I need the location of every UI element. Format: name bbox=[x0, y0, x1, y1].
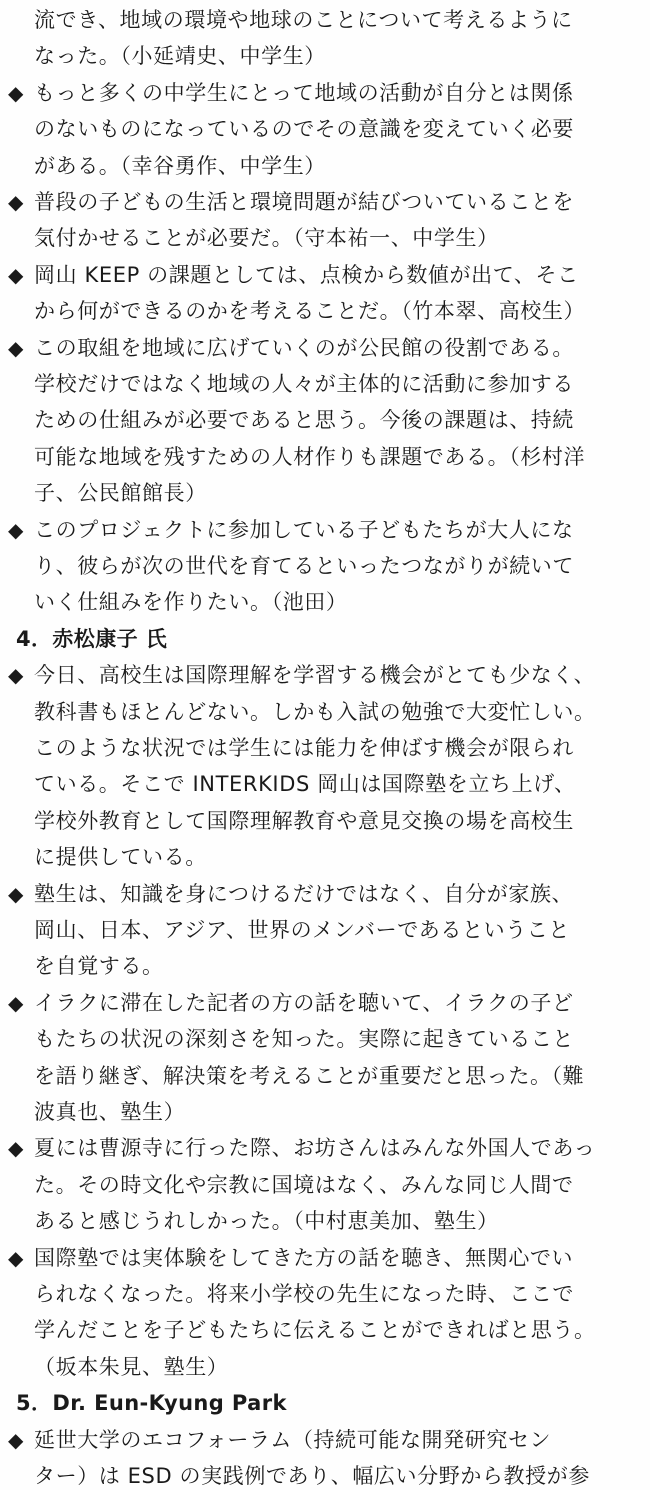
paragraph-text: を語り継ぎ、解決策を考えることが重要だと思った。（難 bbox=[34, 1063, 585, 1088]
paragraph-text: あると感じうれしかった。（中村恵美加、塾生） bbox=[34, 1209, 499, 1234]
paragraph-line bbox=[34, 366, 574, 402]
paragraph-line bbox=[34, 1203, 499, 1239]
paragraph-text: （坂本朱見、塾生） bbox=[34, 1354, 229, 1379]
paragraph-line bbox=[34, 912, 570, 948]
paragraph-line bbox=[34, 38, 326, 74]
diamond-bullet-icon: ◆ bbox=[8, 517, 24, 542]
paragraph-line bbox=[34, 293, 585, 329]
paragraph-text: られなくなった。将来小学校の先生になった時、ここで bbox=[34, 1282, 574, 1306]
diamond-bullet-icon: ◆ bbox=[8, 1245, 24, 1270]
bullet-item-line bbox=[8, 184, 574, 220]
bullet-item-line bbox=[8, 257, 579, 293]
paragraph-text: のないものになっているのでその意識を変えていく必要 bbox=[34, 117, 574, 142]
paragraph-line bbox=[34, 584, 348, 620]
bullet-item-line bbox=[8, 985, 574, 1021]
paragraph-text: 岡山、日本、アジア、世界のメンバーであるということ bbox=[34, 918, 571, 942]
paragraph-line bbox=[34, 694, 596, 730]
paragraph-text: いく仕組みを作りたい。（池田） bbox=[34, 590, 348, 615]
section-heading-text: 4．赤松康子 氏 bbox=[16, 626, 168, 651]
bullet-item-line bbox=[8, 1240, 573, 1276]
diamond-bullet-icon: ◆ bbox=[8, 335, 24, 360]
paragraph-text: もたちの状況の深刻さを知った。実際に起きていること bbox=[34, 1027, 574, 1052]
diamond-bullet-icon: ◆ bbox=[8, 262, 24, 287]
paragraph-text: イラクに滞在した記者の方の話を聴いて、イラクの子ど bbox=[34, 990, 574, 1015]
paragraph-line bbox=[34, 402, 574, 438]
diamond-bullet-icon: ◆ bbox=[8, 1427, 24, 1452]
paragraph-text: 子、公民館館長） bbox=[34, 481, 207, 506]
paragraph-line bbox=[34, 1094, 185, 1130]
bullet-item-line bbox=[8, 1130, 595, 1166]
paragraph-line bbox=[34, 1058, 584, 1094]
paragraph-line bbox=[34, 1458, 590, 1494]
paragraph-line bbox=[34, 475, 207, 511]
paragraph-line bbox=[34, 111, 574, 147]
bullet-item-line bbox=[8, 330, 574, 366]
paragraph-line bbox=[34, 2, 573, 38]
paragraph-line bbox=[34, 1312, 596, 1348]
paragraph-text: 可能な地域を残すための人材作りも課題である。（杉村洋 bbox=[34, 444, 586, 469]
paragraph-text: 学んだことを子どもたちに伝えることができればと思う。 bbox=[34, 1318, 596, 1343]
paragraph-text: 延世大学のエコフォーラム（持続可能な開発研究セン bbox=[34, 1427, 552, 1452]
paragraph-line bbox=[34, 548, 574, 584]
paragraph-text: 気付かせることが必要だ。（守本祐一、中学生） bbox=[34, 226, 499, 251]
paragraph-text: 普段の子どもの生活と環境問題が結びついていることを bbox=[34, 190, 574, 214]
paragraph-text: 夏には曹源寺に行った際、お坊さんはみんな外国人であっ bbox=[34, 1136, 596, 1161]
paragraph-text: このような状況では学生には能力を伸ばす機会が限られ bbox=[34, 736, 574, 760]
paragraph-line bbox=[34, 1167, 574, 1203]
paragraph-text: なった。（小延靖史、中学生） bbox=[34, 44, 326, 69]
bullet-item-line bbox=[8, 75, 574, 111]
paragraph-line bbox=[34, 148, 326, 184]
diamond-bullet-icon: ◆ bbox=[8, 990, 24, 1015]
paragraph-line bbox=[34, 439, 585, 475]
bullet-item-line bbox=[8, 1422, 551, 1458]
paragraph-text: 学校だけではなく地域の人々が主体的に活動に参加する bbox=[34, 372, 574, 396]
paragraph-text: た。その時文化や宗教に国境はなく、みんな同じ人間で bbox=[34, 1172, 574, 1197]
paragraph-text: このプロジェクトに参加している子どもたちが大人にな bbox=[34, 517, 574, 542]
paragraph-text: 波真也、塾生） bbox=[34, 1100, 186, 1124]
paragraph-line bbox=[34, 839, 207, 875]
paragraph-line bbox=[34, 1276, 574, 1312]
paragraph-text: から何ができるのかを考えることだ。（竹本翠、高校生） bbox=[34, 299, 586, 324]
paragraph-text: に提供している。 bbox=[34, 845, 207, 870]
paragraph-text: 今日、高校生は国際理解を学習する機会がとても少なく、 bbox=[34, 663, 596, 688]
paragraph-text: 塾生は、知識を身につけるだけではなく、自分が家族、 bbox=[34, 881, 574, 906]
bullet-item-line bbox=[8, 512, 574, 548]
paragraph-text: 流でき、地域の環境や地球のことについて考えるように bbox=[34, 8, 573, 32]
paragraph-text: ター）は ESD の実践例であり、幅広い分野から教授が参 bbox=[34, 1464, 590, 1488]
paragraph-text: を自覚する。 bbox=[34, 954, 164, 979]
paragraph-line bbox=[34, 730, 574, 766]
diamond-bullet-icon: ◆ bbox=[8, 663, 24, 688]
section-heading-text: 5．Dr. Eun-Kyung Park bbox=[16, 1391, 287, 1416]
diamond-bullet-icon: ◆ bbox=[8, 80, 24, 105]
paragraph-line bbox=[34, 220, 499, 256]
paragraph-line bbox=[34, 766, 576, 802]
paragraph-text: 学校外教育として国際理解教育や意見交換の場を高校生 bbox=[34, 808, 574, 833]
paragraph-text: ための仕組みが必要であると思う。今後の課題は、持続 bbox=[34, 408, 574, 433]
section-heading bbox=[16, 1385, 287, 1421]
diamond-bullet-icon: ◆ bbox=[8, 1136, 24, 1161]
paragraph-text: 教科書もほとんどない。しかも入試の勉強で大変忙しい。 bbox=[34, 699, 596, 724]
paragraph-text: 岡山 KEEP の課題としては、点検から数値が出て、そこ bbox=[34, 262, 579, 287]
paragraph-line bbox=[34, 803, 574, 839]
paragraph-line bbox=[34, 1021, 574, 1057]
paragraph-text: ている。そこで INTERKIDS 岡山は国際塾を立ち上げ、 bbox=[34, 772, 576, 797]
section-heading bbox=[16, 621, 167, 657]
bullet-item-line bbox=[8, 657, 595, 693]
paragraph-text: がある。（幸谷勇作、中学生） bbox=[34, 153, 326, 178]
diamond-bullet-icon: ◆ bbox=[8, 190, 24, 214]
paragraph-text: もっと多くの中学生にとって地域の活動が自分とは関係 bbox=[34, 80, 574, 105]
diamond-bullet-icon: ◆ bbox=[8, 881, 24, 906]
paragraph-text: この取組を地域に広げていくのが公民館の役割である。 bbox=[34, 335, 574, 360]
bullet-item-line bbox=[8, 876, 573, 912]
paragraph-text: 国際塾では実体験をしてきた方の話を聴き、無関心でい bbox=[34, 1245, 574, 1270]
paragraph-text: り、彼らが次の世代を育てるといったつながりが続いて bbox=[34, 554, 574, 578]
paragraph-line bbox=[34, 948, 164, 984]
paragraph-line bbox=[34, 1349, 228, 1385]
